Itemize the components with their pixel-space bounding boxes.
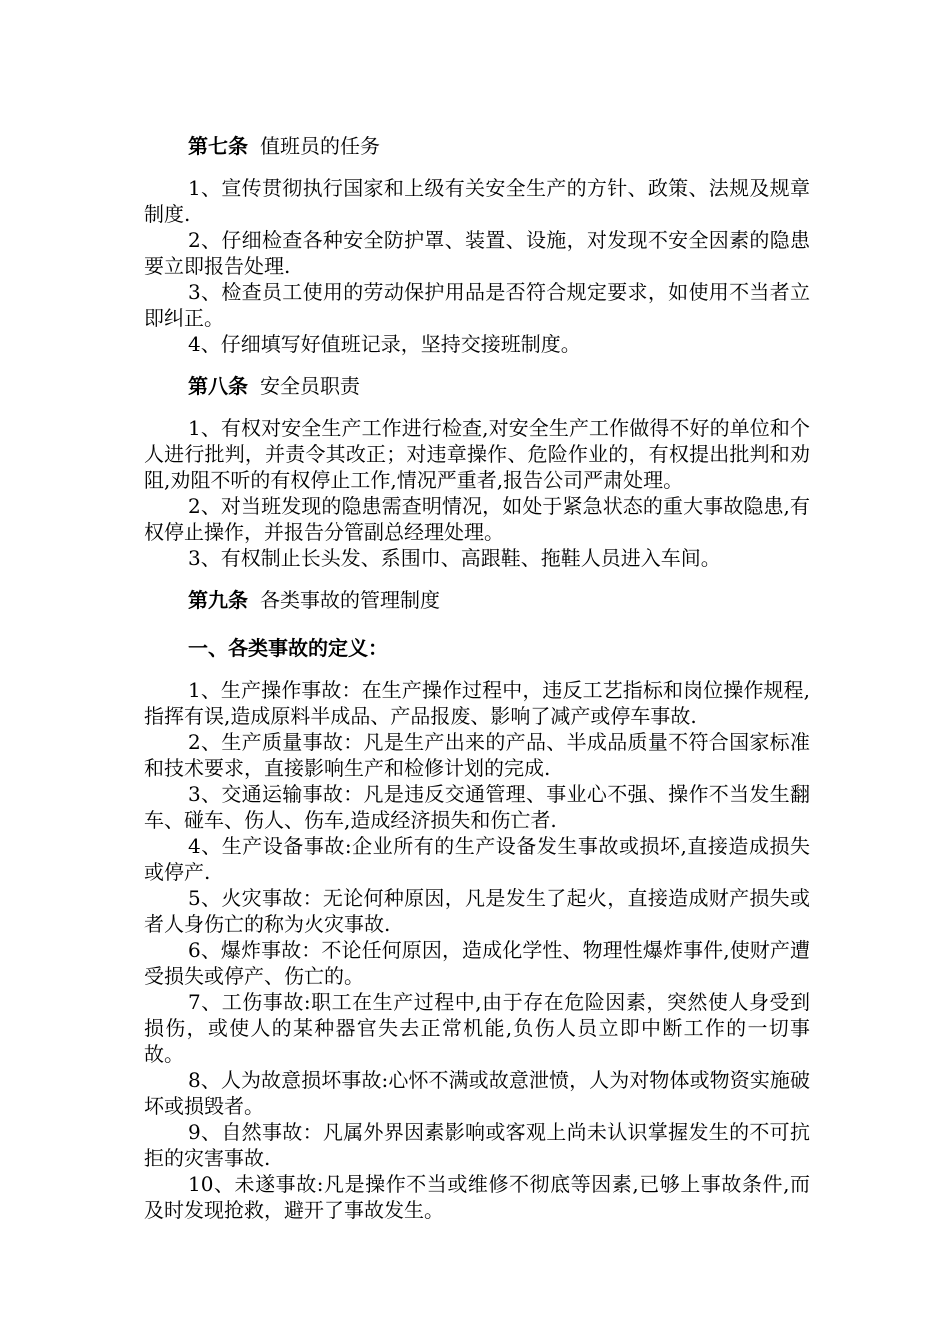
paragraph: 10、未遂事故:凡是操作不当或维修不彻底等因素,已够上事故条件,而及时发现抢救，避开了事故发生。: [144, 1172, 810, 1222]
paragraph: 2、仔细检查各种安全防护罩、装置、设施，对发现不安全因素的隐患要立即报告处理.: [144, 228, 810, 278]
article-label: 第九条: [188, 588, 248, 612]
paragraph: 2、生产质量事故：凡是生产出来的产品、半成品质量不符合国家标准和技术要求，直接影响生产和检修计划的完成.: [144, 730, 810, 780]
paragraph: 4、生产设备事故:企业所有的生产设备发生事故或损坏,直接造成损失或停产.: [144, 834, 810, 884]
article-label: 第七条: [188, 134, 248, 158]
paragraph: 9、自然事故：凡属外界因素影响或客观上尚未认识掌握发生的不可抗拒的灾害事故.: [144, 1120, 810, 1170]
paragraph: 8、人为故意损坏事故:心怀不满或故意泄愤，人为对物体或物资实施破坏或损毁者。: [144, 1068, 810, 1118]
article-title: 各类事故的管理制度: [260, 588, 440, 612]
article-heading: [144, 373, 810, 399]
article-body: [144, 677, 810, 1223]
article-body: [144, 415, 810, 571]
article-heading: [144, 587, 810, 613]
paragraph: 3、交通运输事故：凡是违反交通管理、事业心不强、操作不当发生翻车、碰车、伤人、伤车,造成经济损失和伤亡者.: [144, 782, 810, 832]
paragraph: 7、工伤事故:职工在生产过程中,由于存在危险因素，突然使人身受到损伤，或使人的某种器官失去正常机能,负伤人员立即中断工作的一切事故。: [144, 990, 810, 1066]
paragraph: 1、有权对安全生产工作进行检查,对安全生产工作做得不好的单位和个人进行批判，并责令其改正；对违章操作、危险作业的，有权提出批判和劝阻,劝阻不听的有权停止工作,情况严重者,报告公司严肃处理。: [144, 416, 810, 492]
paragraph: 2、对当班发现的隐患需查明情况，如处于紧急状态的重大事故隐患,有权停止操作，并报告分管副总经理处理。: [144, 494, 810, 544]
document-body: [144, 133, 810, 1223]
article-body: [144, 175, 810, 357]
paragraph: 4、仔细填写好值班记录，坚持交接班制度。: [188, 332, 581, 356]
paragraph: 5、火灾事故：无论何种原因，凡是发生了起火，直接造成财产损失或者人身伤亡的称为火灾事故.: [144, 886, 810, 936]
article-heading: [144, 133, 810, 159]
article-label: 第八条: [188, 374, 248, 398]
paragraph: 3、检查员工使用的劳动保护用品是否符合规定要求，如使用不当者立即纠正。: [144, 280, 810, 330]
paragraph: 1、生产操作事故：在生产操作过程中，违反工艺指标和岗位操作规程,指挥有误,造成原料半成品、产品报废、影响了减产或停车事故.: [144, 678, 810, 728]
paragraph: 1、宣传贯彻执行国家和上级有关安全生产的方针、政策、法规及规章制度.: [144, 176, 810, 226]
section-subheading: 一、各类事故的定义：: [188, 636, 388, 660]
paragraph: 3、有权制止长头发、系围巾、高跟鞋、拖鞋人员进入车间。: [188, 546, 721, 570]
paragraph: 6、爆炸事故：不论任何原因，造成化学性、物理性爆炸事件,使财产遭受损失或停产、伤亡的。: [144, 938, 810, 988]
article-title: 值班员的任务: [260, 134, 380, 158]
article-title: 安全员职责: [260, 374, 360, 398]
